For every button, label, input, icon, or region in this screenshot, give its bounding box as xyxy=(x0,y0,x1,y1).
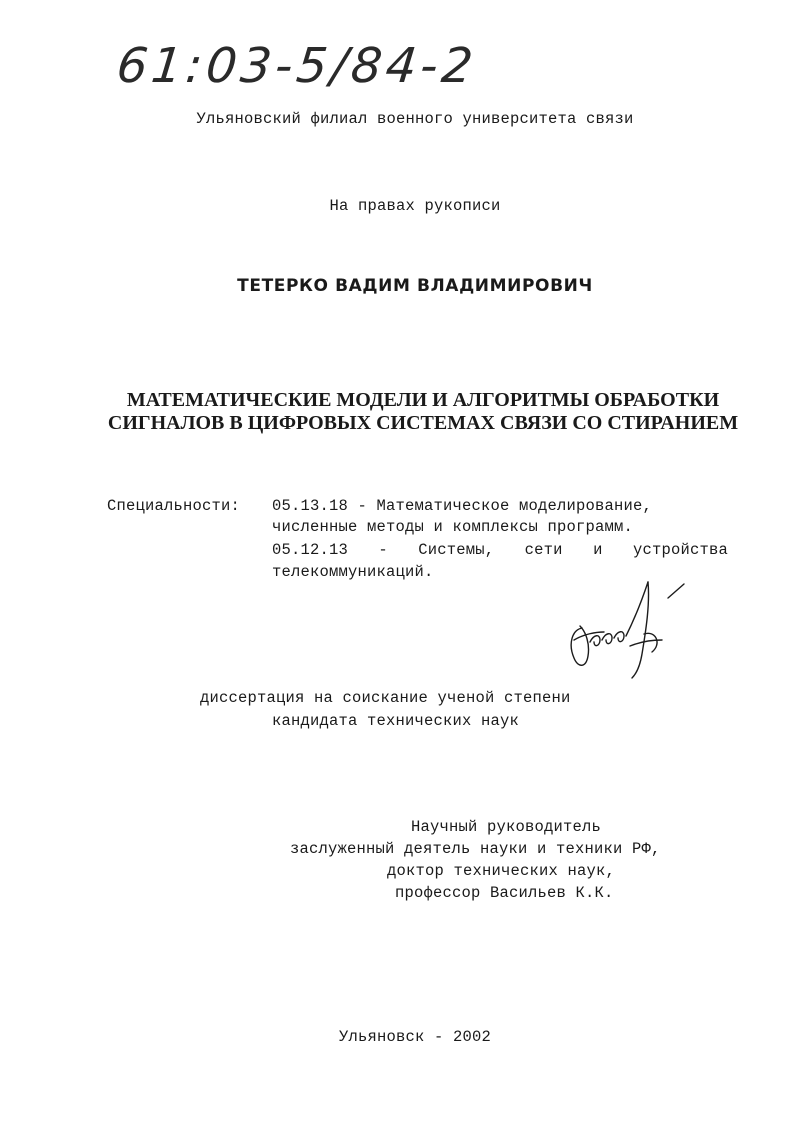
spec2-word: сети xyxy=(524,541,563,559)
spec2-word: - xyxy=(378,541,388,559)
thesis-title-line-2: СИГНАЛОВ В ЦИФРОВЫХ СИСТЕМАХ СВЯЗИ СО СТИРАНИЕМ xyxy=(107,412,739,434)
thesis-title-line-1: МАТЕМАТИЧЕСКИЕ МОДЕЛИ И АЛГОРИТМЫ ОБРАБОТКИ xyxy=(126,389,720,411)
specialty-1-line-1: 05.13.18 - Математическое моделирование, xyxy=(272,497,653,515)
spec2-word: устройства xyxy=(632,541,728,559)
supervisor-title: заслуженный деятель науки и техники РФ, xyxy=(290,840,661,858)
handwritten-signature xyxy=(560,570,695,680)
specialty-2-line-2: телекоммуникаций. xyxy=(272,563,434,581)
organization-name: Ульяновский филиал военного университета связи xyxy=(196,110,634,128)
specialties-label: Специальности: xyxy=(107,497,241,515)
dissertation-line-1: диссертация на соискание ученой степени xyxy=(200,689,571,707)
manuscript-note: На правах рукописи xyxy=(329,197,501,215)
city-year: Ульяновск - 2002 xyxy=(338,1028,492,1046)
spec2-word: Системы, xyxy=(418,541,495,559)
spec2-word: и xyxy=(593,541,603,559)
dissertation-line-2: кандидата технических наук xyxy=(272,712,520,730)
archive-code-handwritten: 61:03-5/84-2 xyxy=(114,38,480,94)
supervisor-heading: Научный руководитель xyxy=(411,818,602,836)
specialty-1-line-2: численные методы и комплексы программ. xyxy=(272,518,634,536)
spec2-word: 05.12.13 xyxy=(272,541,349,559)
author-name: ТЕТЕРКО ВАДИМ ВЛАДИМИРОВИЧ xyxy=(237,276,593,296)
supervisor-degree: доктор технических наук, xyxy=(387,862,616,880)
supervisor-name: профессор Васильев К.К. xyxy=(395,884,614,902)
specialty-2-line-1 xyxy=(272,541,728,559)
